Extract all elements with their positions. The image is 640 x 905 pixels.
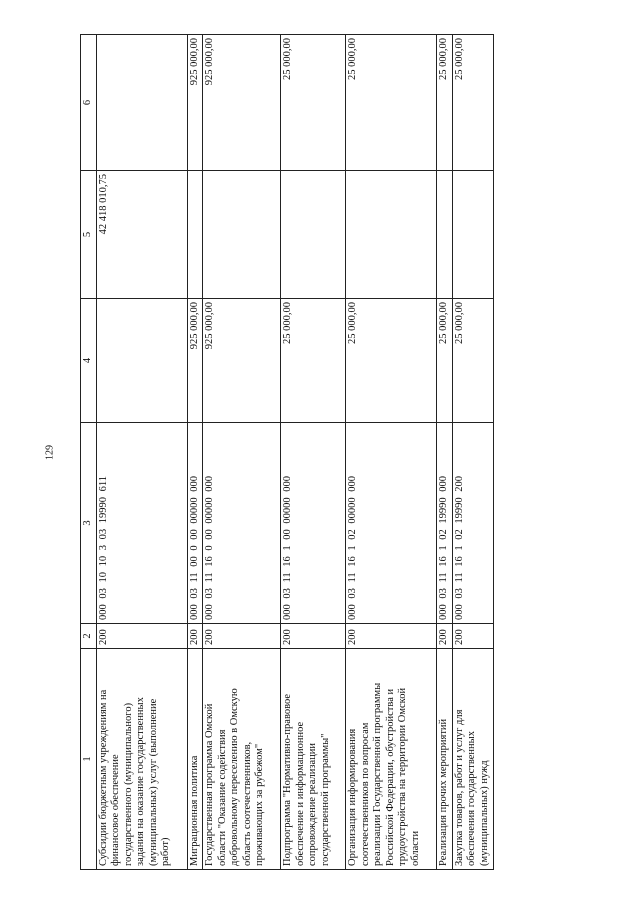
row-col6-cell: 925 000,00 xyxy=(203,35,281,171)
row-code-cell: 000 03 11 00 0 00 00000 000 xyxy=(187,423,203,624)
table-header-row xyxy=(81,35,97,870)
row-col5-cell xyxy=(187,171,203,299)
table-row xyxy=(203,35,281,870)
table-row xyxy=(187,35,203,870)
row-col4-cell: 25 000,00 xyxy=(346,299,437,423)
row-name-cell: Субсидии бюджетным учреждениям на финансовое обеспечение государственного (муниципального) задания на оказание государственных (муниципальных) услуг (выполнение работ) xyxy=(96,649,187,870)
header-cell: 5 xyxy=(81,171,97,299)
row-col6-cell: 25 000,00 xyxy=(437,35,453,171)
row-col4-cell xyxy=(96,299,187,423)
row-col5-cell xyxy=(203,171,281,299)
row-col6-cell: 925 000,00 xyxy=(187,35,203,171)
row-col6-cell: 25 000,00 xyxy=(346,35,437,171)
row-name-cell: Государственная программа Омской области "Оказание содействия добровольному переселению в Омскую область соотечественников, проживающих за рубежом" xyxy=(203,649,281,870)
row-col2-cell: 200 xyxy=(452,624,493,649)
table-row xyxy=(96,35,187,870)
table-row xyxy=(346,35,437,870)
row-col5-cell: 42 418 010,75 xyxy=(96,171,187,299)
row-name-cell: Закупка товаров, работ и услуг для обеспечения государственных (муниципальных) нужд xyxy=(452,649,493,870)
row-col5-cell xyxy=(437,171,453,299)
row-col4-cell: 25 000,00 xyxy=(281,299,346,423)
page-number: 129 xyxy=(44,445,56,460)
row-col5-cell xyxy=(281,171,346,299)
row-col6-cell: 25 000,00 xyxy=(452,35,493,171)
row-col5-cell xyxy=(452,171,493,299)
row-col4-cell: 925 000,00 xyxy=(203,299,281,423)
table-row xyxy=(452,35,493,870)
rotated-table-wrapper xyxy=(80,35,522,870)
row-name-cell: Организация информирования соотечественников по вопросам реализации Государственной программы Российской Федерации, обустройства и трудоустройства на территории Омской области xyxy=(346,649,437,870)
row-col4-cell: 25 000,00 xyxy=(452,299,493,423)
row-col2-cell: 200 xyxy=(203,624,281,649)
row-code-cell: 000 03 11 16 1 02 00000 000 xyxy=(346,423,437,624)
header-cell: 1 xyxy=(81,649,97,870)
row-code-cell: 000 03 11 16 0 00 00000 000 xyxy=(203,423,281,624)
row-col4-cell: 25 000,00 xyxy=(437,299,453,423)
table-row xyxy=(437,35,453,870)
row-col2-cell: 200 xyxy=(346,624,437,649)
header-cell: 2 xyxy=(81,624,97,649)
row-name-cell: Реализация прочих мероприятий xyxy=(437,649,453,870)
row-col2-cell: 200 xyxy=(187,624,203,649)
row-col2-cell: 200 xyxy=(281,624,346,649)
header-cell: 6 xyxy=(81,35,97,171)
row-col6-cell: 25 000,00 xyxy=(281,35,346,171)
row-col2-cell: 200 xyxy=(96,624,187,649)
header-cell: 4 xyxy=(81,299,97,423)
row-col6-cell xyxy=(96,35,187,171)
header-cell: 3 xyxy=(81,423,97,624)
table-row xyxy=(281,35,346,870)
row-code-cell: 000 03 10 10 3 03 19990 611 xyxy=(96,423,187,624)
row-code-cell: 000 03 11 16 1 00 00000 000 xyxy=(281,423,346,624)
row-col2-cell: 200 xyxy=(437,624,453,649)
row-col5-cell xyxy=(346,171,437,299)
row-code-cell: 000 03 11 16 1 02 19990 000 xyxy=(437,423,453,624)
budget-table xyxy=(80,34,494,870)
row-name-cell: Миграционная политика xyxy=(187,649,203,870)
row-col4-cell: 925 000,00 xyxy=(187,299,203,423)
row-code-cell: 000 03 11 16 1 02 19990 200 xyxy=(452,423,493,624)
row-name-cell: Подпрограмма "Нормативно-правовое обеспечение и информационное сопровождение реализации государственной программы" xyxy=(281,649,346,870)
